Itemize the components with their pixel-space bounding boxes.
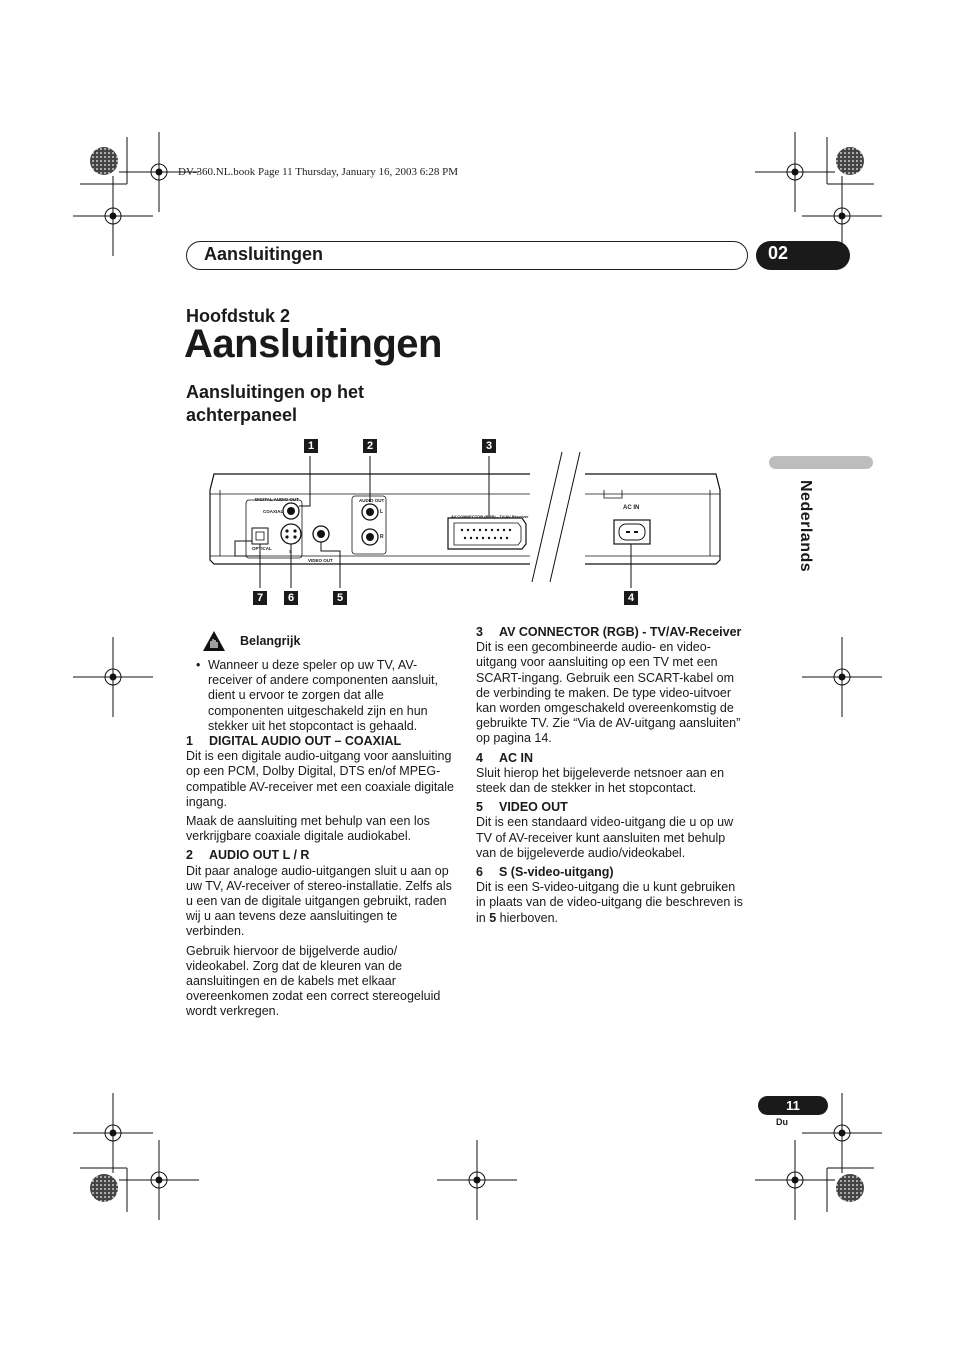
label-digital-audio-out: DIGITAL AUDIO OUT bbox=[255, 497, 299, 502]
callout-1: 1 bbox=[304, 439, 318, 453]
left-column bbox=[186, 634, 456, 1020]
rear-panel-drawing bbox=[200, 436, 730, 616]
important-label: Belangrijk bbox=[240, 634, 301, 648]
rear-panel-diagram bbox=[200, 436, 730, 616]
right-column bbox=[476, 625, 746, 926]
label-r: R bbox=[380, 534, 384, 540]
language-tab bbox=[769, 456, 873, 469]
page-language-code: Du bbox=[776, 1117, 788, 1127]
label-av-connector: AV CONNECTOR (RGB) - TV/AV Receiver bbox=[451, 514, 529, 519]
item-1-title: 1 DIGITAL AUDIO OUT – COAXIAL bbox=[186, 734, 402, 749]
chapter-title: Aansluitingen bbox=[184, 322, 442, 366]
item-3-text: Dit is een gecombineerde audio- en video-uitgang voor aansluiting op een TV met een SCART-ingang. Gebruik een SCART-kabel om de verbinding te maken. De type video-uitvoer kan worden omgeschakeld overeenkomstig de gebruikte TV. Zie “Via de AV-uitgang aansluiten” op pagina 14. bbox=[476, 640, 741, 746]
item-4-text: Sluit hierop het bijgeleverde netsnoer aan en steek dan de stekker in het stopcontact. bbox=[476, 765, 725, 796]
item-5-text: Dit is een standaard video-uitgang die u op uw TV of AV-receiver kunt aansluiten met behulp van de bijgeleverde audio/videokabel. bbox=[476, 815, 734, 860]
item-2-text-b: Gebruik hiervoor de bijgelverde audio/ videokabel. Zorg dat de kleuren van de aansluitingen en de kabels met elkaar overeenkomen zodat een correct stereogeluid wordt verkregen. bbox=[186, 943, 441, 1019]
item-1-text-b: Maak de aansluiting met behulp van een los verkrijgbare coaxiale digitale audiokabel. bbox=[186, 814, 430, 844]
item-2-title: 2 AUDIO OUT L / R bbox=[186, 848, 310, 863]
important-note-header bbox=[186, 634, 456, 658]
page-number: 11 bbox=[758, 1096, 828, 1115]
section-title: Aansluitingen bbox=[204, 244, 324, 264]
warning-hand-icon bbox=[202, 630, 226, 652]
chapter-number-badge: 02 bbox=[756, 241, 850, 270]
item-1-text-a: Dit is een digitale audio-uitgang voor aansluiting op een PCM, Dolby Digital, DTS en/of MPEG-compatible AV-receiver met een coaxiale digitale ingang. bbox=[186, 749, 454, 809]
item-3-title: 3 AV CONNECTOR (RGB) - TV/AV-Receiver bbox=[476, 625, 742, 639]
item-2-text-a: Dit paar analoge audio-uitgangen sluit u aan op uw TV, AV-receiver of stereo-installatie. Zelfs als u een van de digitale uitgangen gebruikt, raden wij u aan tevens deze aansluitingen te verbinden. bbox=[186, 863, 452, 939]
callout-5: 5 bbox=[333, 591, 347, 605]
item-6-text: Dit is een S-video-uitgang die u kunt gebruiken in plaats van de video-uitgang die beschreven is in 5 hierboven. bbox=[476, 880, 743, 925]
callout-2: 2 bbox=[363, 439, 377, 453]
item-5-title: 5 VIDEO OUT bbox=[476, 800, 568, 815]
important-bullet: • Wanneer u deze speler op uw TV, AV-receiver of andere componenten aansluit, dient u ervoor te zorgen dat alle componenten uitgeschakeld zijn en hun stekker uit het stopcontact is gehaald. bbox=[186, 658, 456, 734]
chapter-label: Hoofdstuk 2 bbox=[186, 306, 291, 326]
language-label: Nederlands bbox=[797, 480, 814, 573]
label-l: L bbox=[380, 509, 384, 515]
callout-7: 7 bbox=[253, 591, 267, 605]
subsection-title: Aansluitingen op het achterpaneel bbox=[186, 382, 364, 425]
label-s: S bbox=[289, 549, 293, 554]
callout-6: 6 bbox=[284, 591, 298, 605]
file-header: DV-360.NL.book Page 11 Thursday, January 16, 2003 6:28 PM bbox=[178, 166, 458, 178]
label-coaxial: COAXIAL bbox=[263, 509, 284, 514]
item-6-title: 6 S (S-video-uitgang) bbox=[476, 865, 614, 880]
label-optical: OPTICAL bbox=[252, 546, 272, 551]
callout-3: 3 bbox=[482, 439, 496, 453]
item-4-title: 4 AC IN bbox=[476, 750, 534, 765]
label-audio-out: AUDIO OUT bbox=[359, 498, 385, 503]
callout-4: 4 bbox=[624, 591, 638, 605]
label-ac-in: AC IN bbox=[623, 505, 640, 511]
label-video-out: VIDEO OUT bbox=[308, 558, 333, 563]
